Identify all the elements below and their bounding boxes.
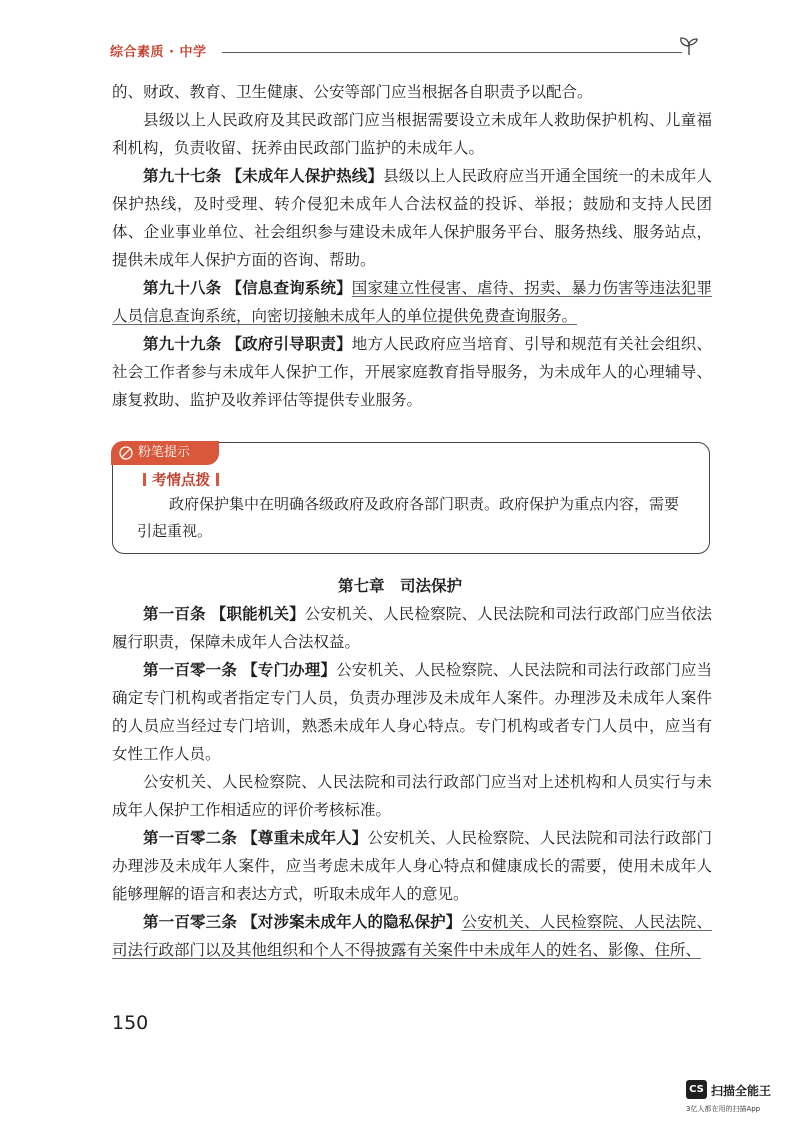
tip-tab (111, 441, 219, 465)
article-97: 第九十七条 【未成年人保护热线】县级以上人民政府应当开通全国统一的未成年人保护热线，及时受理、转介侵犯未成年人合法权益的投诉、举报；鼓励和支持人民团体、企业事业单位、社会组织参与建设未成年人保护服务平台、服务热线、服务站点，提供未成年人保护方面的咨询、帮助。 (112, 167, 712, 269)
camscanner-logo-icon: CS (686, 1080, 707, 1099)
article-keyword: 【专门办理】 (242, 661, 337, 679)
article-102: 第一百零二条 【尊重未成年人】公安机关、人民检察院、人民法院和司法行政部门办理涉及未成年人案件，应当考虑未成年人身心特点和健康成长的需要，使用未成年人能够理解的语言和表达方式，听取未成年人的意见。 (112, 829, 712, 903)
article-keyword: 【政府引导职责】 (226, 335, 352, 353)
running-header (110, 34, 700, 64)
tip-heading: 考情点拨 (137, 469, 225, 490)
scanner-watermark (686, 1080, 786, 1120)
article-number: 第一百条 (143, 605, 206, 623)
article-number: 第一百零三条 (143, 913, 238, 931)
watermark-slogan: 3亿人都在用的扫描App (686, 1105, 761, 1113)
underlined-text: 国家建立性侵害、虐待、拐卖、暴力伤害等违法犯罪人员信息查询系统，向密切接触未成年人的单位提供免费查询服务。 (112, 279, 712, 325)
article-number: 第九十七条 (143, 167, 222, 185)
page-number: 150 (112, 1012, 149, 1034)
article-98 (112, 274, 712, 330)
article-number: 第一百零一条 (143, 661, 238, 679)
watermark-brand: 扫描全能王 (711, 1084, 772, 1098)
article-number: 第一百零二条 (143, 829, 238, 847)
article-keyword: 【对涉案未成年人的隐私保护】 (242, 913, 462, 931)
article-103 (112, 908, 712, 964)
article-number: 第九十九条 (143, 335, 222, 353)
tip-text: 政府保护集中在明确各级政府及政府各部门职责。政府保护为重点内容，需要引起重视。 (137, 495, 680, 540)
tip-box (112, 442, 710, 554)
header-rule (222, 52, 682, 53)
article-99: 第九十九条 【政府引导职责】地方人民政府应当培育、引导和规范有关社会组织、社会工作者参与未成年人保护工作，开展家庭教育指导服务，为未成年人的心理辅导、康复救助、监护及收养评估等提供专业服务。 (112, 335, 712, 409)
article-101: 第一百零一条 【专门办理】公安机关、人民检察院、人民法院和司法行政部门应当确定专门机构或者指定专门人员，负责办理涉及未成年人案件。办理涉及未成年人案件的人员应当经过专门培训，熟悉未成年人身心特点。专门机构或者专门人员中，应当有女性工作人员。 (112, 661, 712, 763)
article-keyword: 【未成年人保护热线】 (226, 167, 384, 185)
paragraph: 公安机关、人民检察院、人民法院和司法行政部门应当对上述机构和人员实行与未成年人保护工作相适应的评价考核标准。 (112, 773, 712, 819)
article-number: 第九十八条 (143, 279, 222, 297)
paragraph: 县级以上人民政府及其民政部门应当根据需要设立未成年人救助保护机构、儿童福利机构，负责收留、抚养由民政部门监护的未成年人。 (112, 111, 712, 157)
chapter-title: 第七章 司法保护 (337, 577, 462, 595)
article-keyword: 【信息查询系统】 (226, 279, 352, 297)
chalk-icon (119, 446, 133, 460)
underlined-text: 公安机关、人民检察院、人民法院、司法行政部门以及其他组织和个人不得披露有关案件中未成年人的姓名、影像、住所、 (112, 913, 712, 959)
sprout-icon (678, 36, 700, 56)
article-100: 第一百条 【职能机关】公安机关、人民检察院、人民法院和司法行政部门应当依法履行职责，保障未成年人合法权益。 (112, 605, 712, 651)
article-keyword: 【职能机关】 (210, 605, 305, 623)
tip-label: 粉笔提示 (138, 445, 191, 460)
article-keyword: 【尊重未成年人】 (242, 829, 368, 847)
book-title: 综合素质 · 中学 (110, 45, 207, 60)
paragraph: 的、财政、教育、卫生健康、公安等部门应当根据各自职责予以配合。 (112, 83, 593, 101)
